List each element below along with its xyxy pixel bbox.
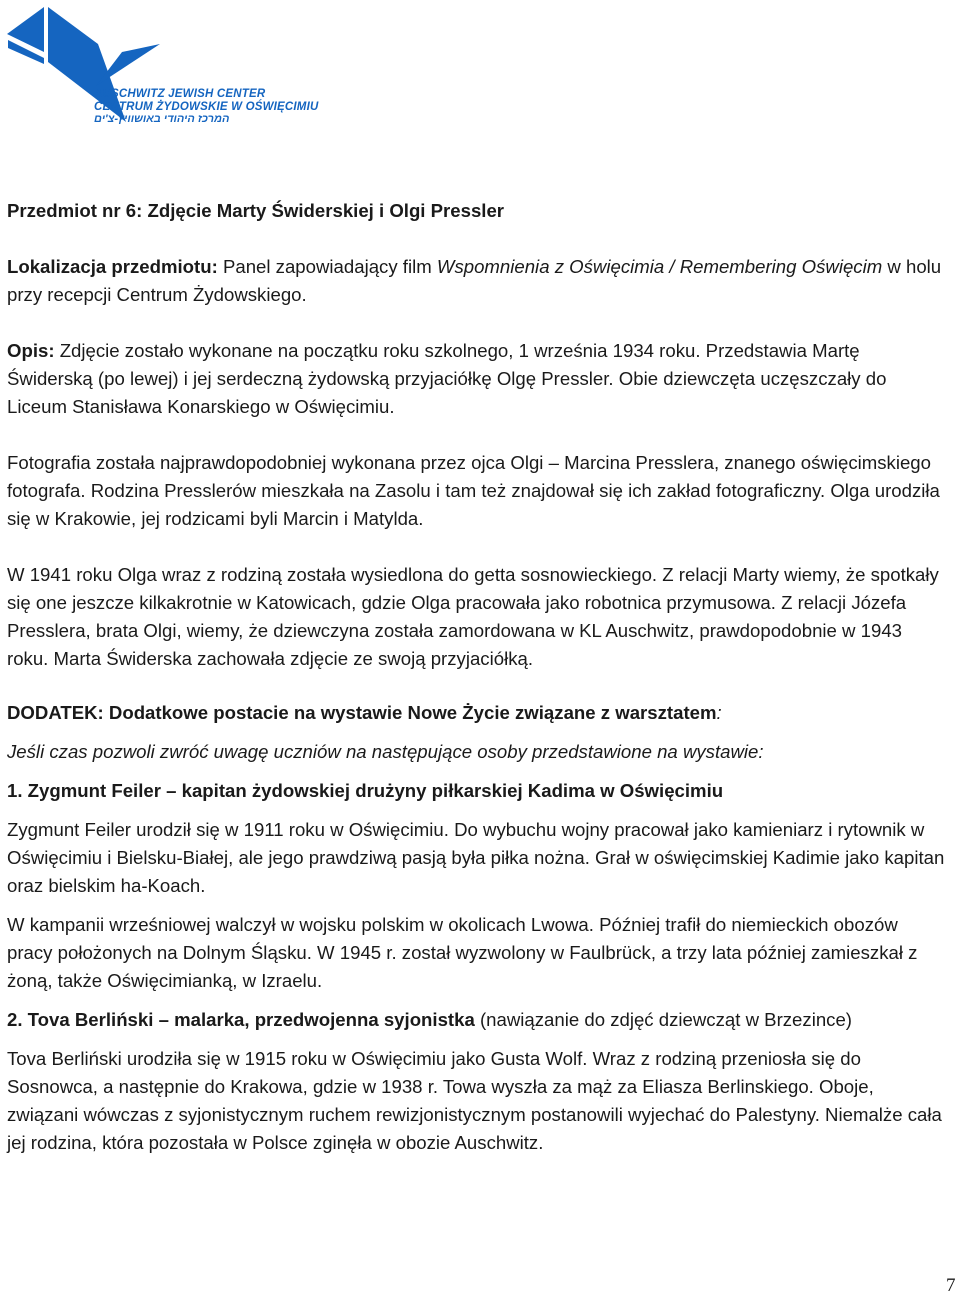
person1-heading: 1. Zygmunt Feiler – kapitan żydowskiej drużyny piłkarskiej Kadima w Oświęcimiu bbox=[7, 780, 724, 801]
description-label: Opis: bbox=[7, 340, 55, 361]
person2-heading-note: (nawiązanie do zdjęć dziewcząt w Brzezince) bbox=[474, 1009, 853, 1030]
page-number: 7 bbox=[946, 1275, 956, 1296]
document-title: Przedmiot nr 6: Zdjęcie Marty Świderskiej i Olgi Pressler bbox=[7, 200, 505, 221]
logo bbox=[4, 4, 319, 128]
logo-line-2: CENTRUM ŻYDOWSKIE W OŚWIĘCIMIU bbox=[94, 101, 319, 113]
description-paragraph bbox=[7, 337, 947, 421]
person1-paragraph-1: Zygmunt Feiler urodził się w 1911 roku w Oświęcimiu. Do wybuchu wojny pracował jako kamieniarz i rytownik w Oświęcimiu i Bielsku-Białej, ale jego prawdziwą pasją była piłka nożna. Grał w oświęcimskiej Kadimie jako kapitan oraz bielskim ha-Koach. bbox=[7, 819, 945, 896]
person2-heading bbox=[7, 1006, 947, 1034]
person2-paragraph-1: Tova Berliński urodziła się w 1915 roku w Oświęcimiu jako Gusta Wolf. Wraz z rodziną przeniosła się do Sosnowca, a następnie do Krakowa, gdzie w 1938 r. Towa wyszła za mąż za Eliasza Berlinskiego. Oboje, związani wówczas z syjonistycznym ruchem rewizjonistycznym postanowili wyjechać do Palestyny. Niemalże cała jej rodzina, która pozostała w Polsce zginęła w obozie Auschwitz. bbox=[7, 1048, 942, 1153]
addendum-heading bbox=[7, 699, 947, 727]
location-paragraph bbox=[7, 253, 947, 309]
person1-paragraph-2: W kampanii wrześniowej walczył w wojsku polskim w okolicach Lwowa. Później trafił do niemieckich obozów pracy położonych na Dolnym Śląsku. W 1945 r. został wyzwolony w Faulbrück, a trzy lata później zamieszkał z żoną, także Oświęcimianką, w Izraelu. bbox=[7, 914, 918, 991]
logo-line-1: AUSCHWITZ JEWISH CENTER bbox=[94, 88, 266, 100]
deportation-paragraph: W 1941 roku Olga wraz z rodziną została wysiedlona do getta sosnowieckiego. Z relacji Marty wiemy, że spotkały się one jeszcze kilkakrotnie w Katowicach, gdzie Olga pracowała jako robotnica przymusowa. Z relacji Józefa Presslera, brata Olgi, wiemy, że dziewczyna została zamordowana w KL Auschwitz, prawdopodobnie w 1943 roku. Marta Świderska zachowała zdjęcie ze swoją przyjaciółką. bbox=[7, 564, 939, 669]
location-text-2: w holu przy recepcji Centrum Żydowskiego. bbox=[7, 256, 942, 305]
photo-paragraph: Fotografia została najprawdopodobniej wykonana przez ojca Olgi – Marcina Presslera, znanego oświęcimskiego fotografa. Rodzina Presslerów mieszkała na Zasolu i tam też znajdował się ich zakład fotograficzny. Olga urodziła się w Krakowie, jej rodzicami byli Marcin i Matylda. bbox=[7, 452, 940, 529]
location-text-1: Panel zapowiadający film bbox=[217, 256, 437, 277]
addendum-intro: Jeśli czas pozwoli zwróć uwagę uczniów na następujące osoby przedstawione na wystawie: bbox=[7, 741, 764, 762]
logo-line-3: המרכז היהודי באושוויץ-צ'ים bbox=[94, 113, 230, 125]
description-text: Zdjęcie zostało wykonane na początku roku szkolnego, 1 września 1934 roku. Przedstawia Martę Świderską (po lewej) i jej serdeczną żydowską przyjaciółkę Olgę Pressler. Obie dziewczęta uczęszczały do Liceum Stanisława Konarskiego w Oświęcimiu. bbox=[7, 340, 887, 417]
location-label: Lokalizacja przedmiotu: bbox=[7, 256, 218, 277]
film-title: Wspomnienia z Oświęcimia / Remembering Oświęcim bbox=[436, 256, 883, 277]
person2-heading-text: 2. Tova Berliński – malarka, przedwojenna syjonistka bbox=[7, 1009, 475, 1030]
addendum-heading-text: DODATEK: Dodatkowe postacie na wystawie Nowe Życie związane z warsztatem bbox=[7, 702, 717, 723]
document-body bbox=[7, 197, 947, 1157]
addendum-heading-suffix: : bbox=[716, 702, 722, 723]
